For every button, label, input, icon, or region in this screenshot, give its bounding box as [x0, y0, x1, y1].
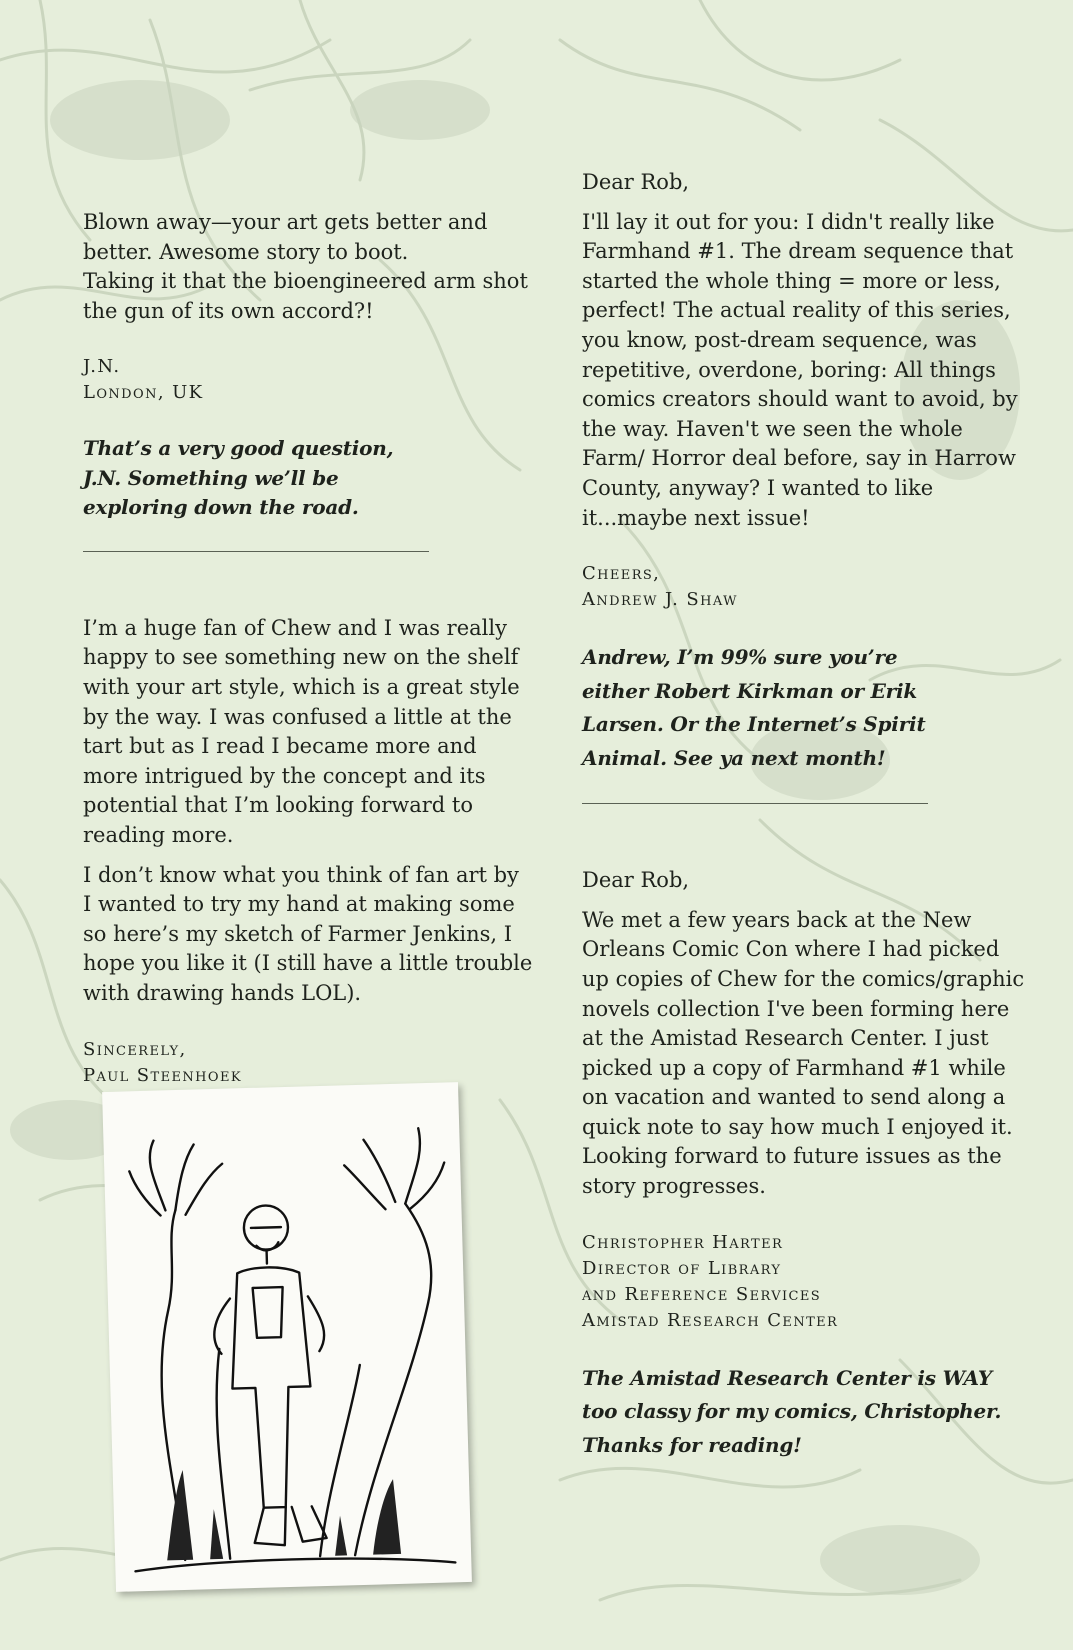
- letter-paul-body-2: I don’t know what you think of fan art by I wanted to try my hand at making some so here’s my sketch of Farmer Jenkins, I hope you like it (I still have a little trouble with drawing hands LOL).: [83, 862, 533, 1005]
- letter-andrew-salutation: Dear Rob,: [582, 170, 690, 194]
- editor-reply-andrew: Andrew, I’m 99% sure you’re either Robert Kirkman or Erik Larsen. Or the Internet’s Spirit Animal. See ya next month!: [582, 645, 926, 770]
- signature-name: Christopher Harter: [582, 1231, 784, 1253]
- letter-andrew-body: I'll lay it out for you: I didn't really like Farmhand #1. The dream sequence that started the whole thing = more or less, perfect! The actual reality of this series, you know, post-dream sequence, was repetitive, overdone, boring: All things comics creators should want to avoid, by the way. Haven't we seen the whole Farm/ Horror deal before, say in Harrow County, anyway? I wanted to like it...maybe next issue!: [582, 209, 1018, 530]
- letter-jn-body-2: Taking it that the bioengineered arm shot the gun of its own accord?!: [83, 269, 528, 323]
- fan-art-sketch-icon: [102, 1082, 472, 1592]
- signature-organization: Amistad Research Center: [582, 1309, 839, 1331]
- signature-name: J.N.: [83, 356, 121, 378]
- signature-closing: Cheers,: [582, 563, 661, 585]
- letter-jn-body-1: Blown away—your art gets better and better. Awesome story to boot.: [83, 210, 488, 264]
- signature-name: Paul Steenhoek: [83, 1064, 242, 1086]
- letter-christopher-body: We met a few years back at the New Orleans Comic Con where I had picked up copies of Chew for the comics/graphic novels collection I've been forming here at the Amistad Research Center. I just picked up a copy of Farmhand #1 while on vacation and wanted to send along a quick note to say how much I enjoyed it. Looking forward to future issues as the story progresses.: [582, 907, 1025, 1199]
- letter-paul-signature: [83, 1037, 533, 1089]
- letter-christopher-signature: [582, 1230, 1032, 1334]
- letter-andrew-signature: [582, 561, 1032, 613]
- signature-title: Director of Library: [582, 1257, 782, 1279]
- letter-christopher-salutation: Dear Rob,: [582, 868, 690, 893]
- editor-reply-christopher: The Amistad Research Center is WAY too classy for my comics, Christopher. Thanks for reading!: [582, 1365, 1002, 1457]
- left-column: [83, 208, 533, 1089]
- signature-location: London, UK: [83, 382, 204, 404]
- letter-jn-signature: [83, 354, 533, 406]
- signature-name: Andrew J. Shaw: [582, 589, 738, 611]
- signature-title-2: and Reference Services: [582, 1283, 822, 1305]
- letter-paul-body-1: I’m a huge fan of Chew and I was really happy to see something new on the shelf with your art style, which is a great style by the way. I was confused a little at the tart but as I read I became more and more intrigued by the concept and its potential that I’m looking forward to reading more.: [83, 615, 520, 848]
- fan-art-card: [102, 1082, 472, 1592]
- editor-reply-jn: That’s a very good question, J.N. Something we’ll be exploring down the road.: [83, 436, 394, 520]
- signature-closing: Sincerely,: [83, 1038, 187, 1060]
- right-column: [582, 168, 1032, 1462]
